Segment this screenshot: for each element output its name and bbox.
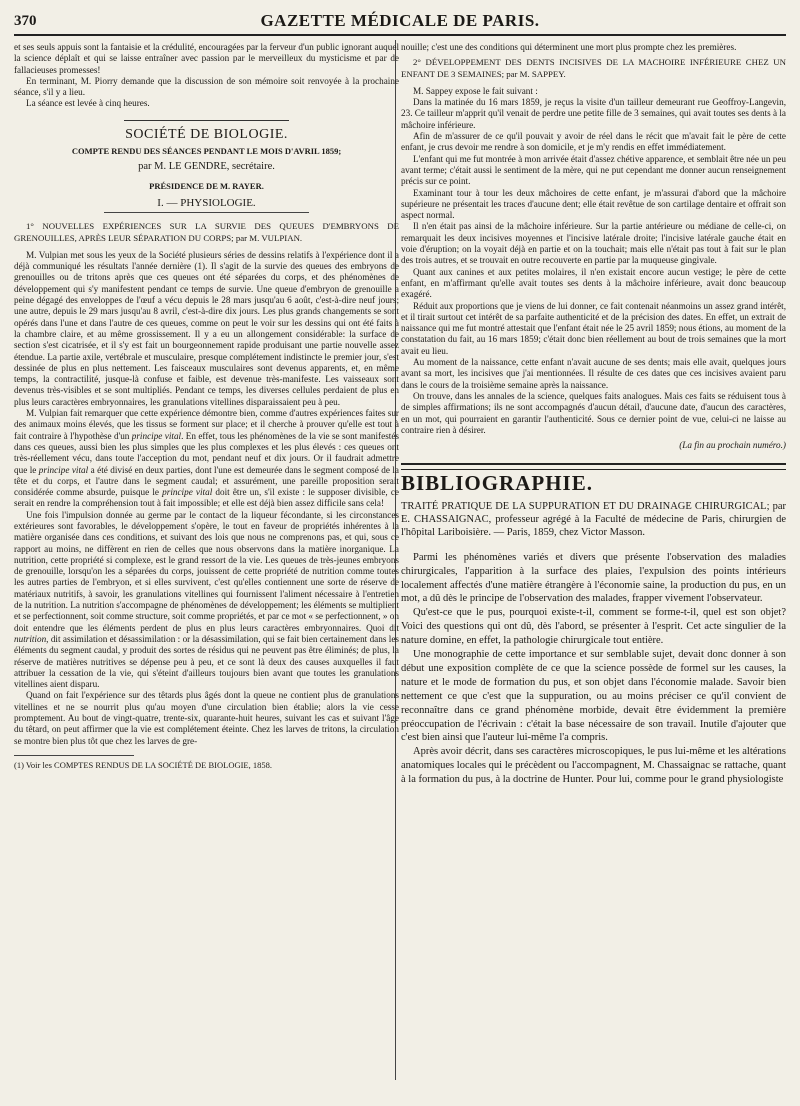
page-header (14, 4, 786, 36)
paragraph: On trouve, dans les annales de la science, quelques faits analogues. Mais ces faits se réduisent tous à de simples affirmations; ils ne sont accompagnés d'aucun détail, d'aucune date, d'aucun des caractères, en un mot, qui pourraient en garantir l'authenticité. Sous ce dernier point de vue, celui-ci ne laisse au contraire rien à désirer. (401, 390, 786, 435)
paragraph: La séance est levée à cinq heures. (26, 98, 150, 109)
bibliography-rule-thin (401, 469, 786, 470)
paragraph: M. Sappey expose le fait suivant : (413, 85, 538, 96)
section-rule (124, 120, 289, 121)
paragraph: Au moment de la naissance, cette enfant n'avait aucune de ses dents; mais elle avait, quelques jours avant sa mort, les incisives que j'ai mentionnées. Il résulte de ces dates que ces incisives avaient paru dans le cours de la troisième semaine après la naissance. (401, 357, 786, 390)
bibliography-heading: BIBLIOGRAPHIE. (401, 471, 593, 496)
paragraph: En terminant, M. Piorry demande que la discussion de son mémoire soit renvoyée à la prochaine séance, s'il y a lieu. (14, 75, 399, 98)
continued-note: (La fin au prochain numéro.) (679, 440, 786, 451)
paragraph: Une monographie de cette importance et sur semblable sujet, devait donc donner à son début une exposition complète de ce que la science possède de formel sur les causes, la nature et le mode de formation du pus, et son objet dans l'économie malade. Savoir bien nettement ce que c'est que la suppuration, ou au moins préciser ce qu'il convient de reconnaître dans ce grand phénomène morbide, devait être évidemment la première préoccupation de l'écrivain : c'était la base nécessaire de son travail. Inutile d'ajouter que c'est bien ainsi que l'auteur lui-même l'a compris. (401, 649, 786, 744)
society-heading: SOCIÉTÉ DE BIOLOGIE. (125, 126, 288, 142)
paragraph: M. Vulpian fait remarquer que cette expérience démontre bien, comme d'autres expériences faites sur des animaux moins élevés, que les tissus se forment sur place; et il cherche à prouver qu'elle est tout à fait contraire à l'hypothèse d'un principe vital. En effet, tous les phénomènes de la vie se sont manifestés dans ces queues, aussi bien les plus simples que les plus complexes et les plus élevés : ces queues ont très-réellement vécu, dans toute l'acception du mot, pendant neuf et dix jours. Or il faudrait admettre que le principe vital a été divisé en deux parties, dont l'une est demeurée dans le segment composé de la tête et du corps, et l'autre dans le segment caudal; et assurément, une pareille proposition serait considérée comme absurde, puisque le principe vital doit être un, s'il existe : le supposer divisible, ce serait en rendre la compréhension tout à fait impossible; et elle est déjà bien assez difficile sans cela! (14, 408, 400, 509)
presidence-line: PRÉSIDENCE DE M. RAYER. (149, 180, 264, 191)
paragraph: Quant aux canines et aux petites molaires, il n'en existait encore aucun vestige; le père de cette enfant, en m'affirmant qu'elle avait toutes ses dents à la mâchoire inférieure, avait donc beaucoup exagéré. (401, 266, 786, 300)
report-secretary: par M. LE GENDRE, secrétaire. (138, 161, 275, 173)
paragraph: Réduit aux proportions que je viens de lui donner, ce fait contenait néanmoins un assez grand intérêt, et il tirait surtout cet intérêt de sa parfaite authenticité et de la précision des dates. En effet, un extrait de naissance qui me fut montré attestait que l'enfant était née le 25 avril 1859; nous étions, au moment de la constatation du fait, au 16 mars 1859; c'était donc bien réellement au bout de trois semaines que la mort avait eu lieu. (401, 300, 786, 356)
report-line: COMPTE RENDU DES SÉANCES PENDANT LE MOIS D'AVRIL 1859; (71, 146, 342, 157)
paragraph: M. Vulpian met sous les yeux de la Société plusieurs séries de dessins relatifs à l'expérience dont il a déjà communiqué les résultats l'année dernière (1). Il s'agit de la survie des queues des embryons de grenouilles ou de tritons après que ces queues ont été séparées du corps, et des phénomènes de développement qui s'y manifestent pendant ce temps de survie. Une queue d'embryon de grenouille a peine dégagé des enveloppes de l'œuf a vécu depuis le 28 mars jusqu'au 6 août, c'est-à-dire neuf jours; une autre, depuis le 29 mars jusqu'au 8 avril, c'est-à-dire dix jours. Les plus grands changements se sont opérés dans l'une et dans l'autre de ces queues, comme on peut le voir sur les dessins qui ont été faits à la chambre claire, et au même grossissement. Il y a eu un allongement considérable: la surface de section s'est cicatrisée, et il s'y est fait un bourgeonnement rapide produisant une partie nouvelle assez étendue. La partie axile, vertébrale et musculaire, presque complétement indistincte le premier jour, s'est dessinée de plus en plus nettement. Les faisceaux musculaires sont devenus apparents, et, en même temps, la contractilité, jusque-là confuse et faible, est devenue très-manifeste. Les vaisseaux sont devenus très-visibles et se sont multipliés. Pendant ce temps, les diverses cellules perdaient de plus en plus leurs caractères embryonnaires, les granulations vitellines disparaissaient peu à peu. (14, 249, 399, 407)
paragraph: Une fois l'impulsion donnée au germe par le contact de la liqueur fécondante, si les circonstances extérieures sont favorables, le développement s'opère, le tout en faveur de propriétés inhérentes à la matière organisée dans ces conditions, et suivant des lois que nous ne comprenons pas, et qui, sous ce rapport au moins, ne diffèrent en rien de celles que nous observons dans la matière inorganique. La nutrition, cette propriété si complexe, est le grand ressort de la vie. Les queues de très-jeunes embryons de grenouille, lorsqu'on les a séparées du corps, jouissent de cette propriété de nutrition comme toutes les autres parties de l'embryon, et si elles survivent, c'est qu'elles contiennent une sorte de réserve de matériaux nutritifs, à savoir, les granulations vitellines qui fournissent l'aliment nécessaire à l'entretien de la nutrition. La nutrition s'accompagne de phénomènes de développement; les éléments se multiplient et se perfectionnent, soit comme structure, soit comme propriétés, et par ce mot « se perfectionnent, » on doit entendre que les éléments perdent de plus en plus leurs caractères embryonnaires. Quoi dit nutrition, dit assimilation et désassimilation : or la désassimilation, qui se fait bien certainement dans les éléments du segment caudal, y produit des sortes de résidus qui ne peuvent pas être éliminés; de plus, la réserve de matières nutritives se dépense peu à peu, et ce sont là deux des causes auxquelles il faut attribuer la cessation de la vie, qui s'éteint d'ailleurs toujours bien avant que toutes les granulations vitellines aient disparu. (14, 509, 399, 690)
paragraph: Afin de m'assurer de ce qu'il pouvait y avoir de réel dans le récit que m'avait fait le père de cette enfant, je crus devoir me rendre à son domicile, et je m'y rendis en effet immédiatement. (401, 131, 786, 153)
paragraph: Après avoir décrit, dans ses caractères microscopiques, le pus lui-même et les altérations anatomiques locales qui le précèdent ou l'accompagnent, M. Chassaignac se rattache, quant à la formation du pus, à la doctrine de Hunter. Pour lui, comme pour le grand physiologiste (401, 746, 786, 786)
paragraph: Il n'en était pas ainsi de la mâchoire inférieure. Sur la partie antérieure ou médiane de celle-ci, on remarquait les deux incisives moyennes et l'incisive latérale droite; l'incisive latérale gauche était en voie d'éruption; on la voyait déjà en partie et on la touchait; mais elle n'était pas tout à fait sur le plan des trois autres, et se trouvait en outre recouverte en partie par la muqueuse gingivale. (401, 221, 786, 266)
paragraph: et ses seuls appuis sont la fantaisie et la crédulité, encouragées par la ferveur d'un public ignorant auquel la science déplaît et qui se laisse entraîner avec passion par le merveilleux du mysticisme et par de fallacieuses promesses! (14, 42, 399, 75)
paragraph: Examinant tour à tour les deux mâchoires de cette enfant, je m'assurai d'abord que la mâchoire supérieure ne présentait les traces d'aucune dent; elle était revêtue de son cartilage dentaire et offrait son aspect normal. (401, 187, 786, 221)
paragraph: Parmi les phénomènes variés et divers que présente l'observation des maladies chirurgicales, l'apparition à la surface des plaies, l'expulsion des points intérieurs localement affectés d'une matière étrangère à l'économie saine, la production du pus, en un mot, a dû dès le principe de l'observation des malades, frapper vivement l'observateur. (401, 551, 786, 605)
article-title: 2° DÉVELOPPEMENT DES DENTS INCISIVES DE LA MACHOIRE INFÉRIEURE CHEZ UN ENFANT DE 3 SEMAINES; par M. SAPPEY. (401, 57, 786, 79)
section-heading: I. — PHYSIOLOGIE. (157, 196, 256, 209)
footnote-rule (14, 755, 134, 756)
page-number: 370 (14, 13, 37, 29)
book-title: TRAITÉ PRATIQUE DE LA SUPPURATION ET DU DRAINAGE CHIRURGICAL; par E. CHASSAIGNAC, professeur agrégé à la Faculté de médecine de Paris, chirurgien de l'hôpital Lariboisière. — Paris, 1859, chez Victor Masson. (401, 500, 786, 538)
paragraph: Dans la matinée du 16 mars 1859, je reçus la visite d'un tailleur demeurant rue Geoffroy-Langevin, 23. Ce tailleur m'apprit qu'il venait de perdre une petite fille de 3 semaines, qui avait toutes ses dents à la mâchoire inférieure. (401, 97, 786, 130)
paragraph: Qu'est-ce que le pus, pourquoi existe-t-il, comment se forme-t-il, quel est son objet? Voici des questions qui ont dû, dès l'abord, se présenter à l'esprit. Cet acte singulier de la nature domine, en effet, la pathologie chirurgicale tout entière. (401, 607, 786, 647)
left-column (14, 42, 399, 771)
paragraph: nouille; c'est une des conditions qui déterminent une mort plus prompte chez les premières. (401, 42, 737, 52)
journal-title: GAZETTE MÉDICALE DE PARIS. (260, 11, 540, 30)
paragraph: Quand on fait l'expérience sur des têtards plus âgés dont la queue ne contient plus de granulations vitellines et ne se nourrit plus qu'au moyen d'une circulation bien établie; alors la vie cesse promptement. Au bout de vingt-quatre, trente-six, quarante-huit heures, suivant les cas et suivant l'âge du têtard, on peut affirmer que la vie est complétement éteinte. Chez les larves de tritons, la circulation se montre bien plus tôt que chez les larves de gre- (14, 690, 399, 746)
section-underline (104, 212, 309, 213)
footnote: (1) Voir les COMPTES RENDUS DE LA SOCIÉTÉ DE BIOLOGIE, 1858. (14, 759, 272, 770)
bibliography-body (401, 551, 786, 787)
paragraph: L'enfant qui me fut montrée à mon arrivée était d'assez chétive apparence, et semblait être née un peu avant terme; c'était aussi le sentiment de la mère, qui ne put cependant me donner aucun renseignement précis sur ce point. (401, 153, 786, 187)
right-column (401, 42, 786, 787)
bibliography-rule (401, 463, 786, 465)
article-title: 1° NOUVELLES EXPÉRIENCES SUR LA SURVIE DES QUEUES D'EMBRYONS DE GRENOUILLES, APRÈS LEUR SÉPARATION DU CORPS; par M. VULPIAN. (14, 221, 399, 243)
